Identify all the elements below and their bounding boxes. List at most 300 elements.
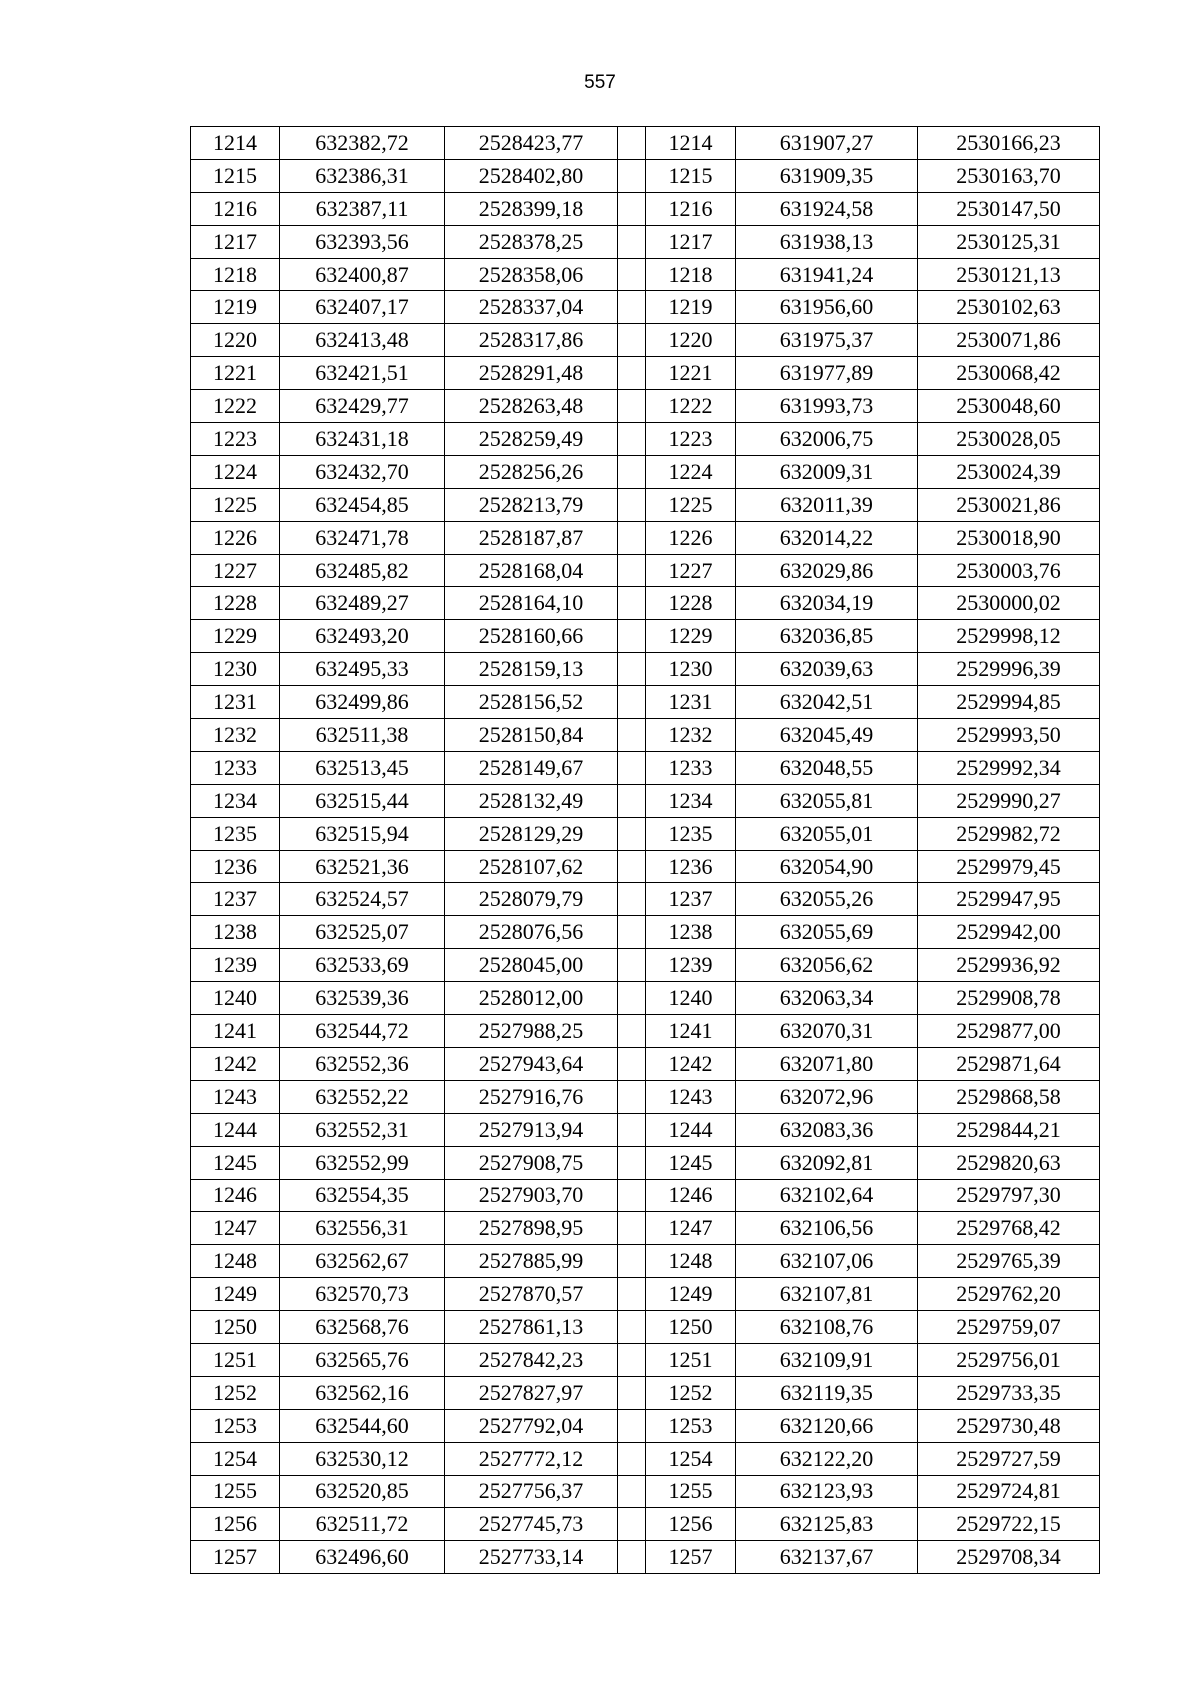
spacer-cell-cell [618, 258, 646, 291]
spacer-cell-cell [618, 488, 646, 521]
y-coordinate-cell: 2528423,77 [445, 127, 618, 160]
table-row [191, 1376, 1100, 1409]
point-number-cell: 1230 [191, 653, 280, 686]
x-coordinate-cell: 632552,22 [280, 1080, 445, 1113]
x-coordinate-cell: 632511,38 [280, 719, 445, 752]
spacer-cell-cell [618, 1442, 646, 1475]
x-coordinate-cell: 632520,85 [280, 1475, 445, 1508]
x-coordinate-cell: 632092,81 [736, 1146, 918, 1179]
spacer-cell-cell [618, 1179, 646, 1212]
x-coordinate-cell: 632485,82 [280, 554, 445, 587]
point-number-cell: 1242 [191, 1047, 280, 1080]
x-coordinate-cell: 632511,72 [280, 1508, 445, 1541]
table-row [191, 751, 1100, 784]
table-row [191, 291, 1100, 324]
point-number-cell: 1254 [191, 1442, 280, 1475]
y-coordinate-cell: 2529979,45 [918, 850, 1100, 883]
y-coordinate-cell: 2530000,02 [918, 587, 1100, 620]
table-row [191, 225, 1100, 258]
point-number-cell: 1238 [191, 916, 280, 949]
y-coordinate-cell: 2528076,56 [445, 916, 618, 949]
spacer-cell-cell [618, 620, 646, 653]
point-number-cell: 1249 [646, 1278, 736, 1311]
x-coordinate-cell: 631924,58 [736, 192, 918, 225]
point-number-cell: 1257 [646, 1541, 736, 1574]
y-coordinate-cell: 2529722,15 [918, 1508, 1100, 1541]
table-row [191, 127, 1100, 160]
y-coordinate-cell: 2528291,48 [445, 357, 618, 390]
x-coordinate-cell: 632083,36 [736, 1113, 918, 1146]
y-coordinate-cell: 2530024,39 [918, 455, 1100, 488]
point-number-cell: 1247 [191, 1212, 280, 1245]
y-coordinate-cell: 2529730,48 [918, 1409, 1100, 1442]
x-coordinate-cell: 632072,96 [736, 1080, 918, 1113]
point-number-cell: 1236 [646, 850, 736, 883]
point-number-cell: 1256 [646, 1508, 736, 1541]
spacer-cell-cell [618, 883, 646, 916]
x-coordinate-cell: 632524,57 [280, 883, 445, 916]
x-coordinate-cell: 632568,76 [280, 1311, 445, 1344]
spacer-cell-cell [618, 653, 646, 686]
point-number-cell: 1234 [191, 784, 280, 817]
x-coordinate-cell: 632493,20 [280, 620, 445, 653]
x-coordinate-cell: 632063,34 [736, 982, 918, 1015]
x-coordinate-cell: 631956,60 [736, 291, 918, 324]
point-number-cell: 1243 [191, 1080, 280, 1113]
spacer-cell-cell [618, 719, 646, 752]
spacer-cell-cell [618, 1376, 646, 1409]
x-coordinate-cell: 632496,60 [280, 1541, 445, 1574]
y-coordinate-cell: 2527898,95 [445, 1212, 618, 1245]
y-coordinate-cell: 2529908,78 [918, 982, 1100, 1015]
spacer-cell-cell [618, 357, 646, 390]
spacer-cell-cell [618, 850, 646, 883]
point-number-cell: 1216 [646, 192, 736, 225]
point-number-cell: 1235 [646, 817, 736, 850]
table-row [191, 1541, 1100, 1574]
x-coordinate-cell: 631941,24 [736, 258, 918, 291]
spacer-cell-cell [618, 817, 646, 850]
y-coordinate-cell: 2529765,39 [918, 1245, 1100, 1278]
y-coordinate-cell: 2527827,97 [445, 1376, 618, 1409]
spacer-cell-cell [618, 127, 646, 160]
y-coordinate-cell: 2528045,00 [445, 949, 618, 982]
spacer-cell-cell [618, 949, 646, 982]
y-coordinate-cell: 2528156,52 [445, 686, 618, 719]
spacer-cell-cell [618, 291, 646, 324]
y-coordinate-cell: 2527842,23 [445, 1343, 618, 1376]
x-coordinate-cell: 632499,86 [280, 686, 445, 719]
y-coordinate-cell: 2530163,70 [918, 159, 1100, 192]
y-coordinate-cell: 2529942,00 [918, 916, 1100, 949]
table-row [191, 817, 1100, 850]
table-row [191, 423, 1100, 456]
table-row [191, 1278, 1100, 1311]
table-row [191, 324, 1100, 357]
y-coordinate-cell: 2528012,00 [445, 982, 618, 1015]
table-row [191, 982, 1100, 1015]
x-coordinate-cell: 632556,31 [280, 1212, 445, 1245]
y-coordinate-cell: 2528259,49 [445, 423, 618, 456]
y-coordinate-cell: 2529768,42 [918, 1212, 1100, 1245]
point-number-cell: 1240 [191, 982, 280, 1015]
y-coordinate-cell: 2528378,25 [445, 225, 618, 258]
x-coordinate-cell: 631907,27 [736, 127, 918, 160]
point-number-cell: 1257 [191, 1541, 280, 1574]
spacer-cell-cell [618, 423, 646, 456]
point-number-cell: 1224 [646, 455, 736, 488]
x-coordinate-cell: 632056,62 [736, 949, 918, 982]
x-coordinate-cell: 632544,72 [280, 1015, 445, 1048]
x-coordinate-cell: 632429,77 [280, 390, 445, 423]
x-coordinate-cell: 632011,39 [736, 488, 918, 521]
table-row [191, 258, 1100, 291]
spacer-cell-cell [618, 1212, 646, 1245]
x-coordinate-cell: 632544,60 [280, 1409, 445, 1442]
x-coordinate-cell: 632382,72 [280, 127, 445, 160]
x-coordinate-cell: 632137,67 [736, 1541, 918, 1574]
table-row [191, 1015, 1100, 1048]
page-number: 557 [584, 72, 616, 93]
y-coordinate-cell: 2529820,63 [918, 1146, 1100, 1179]
y-coordinate-cell: 2528149,67 [445, 751, 618, 784]
x-coordinate-cell: 632036,85 [736, 620, 918, 653]
y-coordinate-cell: 2529708,34 [918, 1541, 1100, 1574]
y-coordinate-cell: 2529994,85 [918, 686, 1100, 719]
y-coordinate-cell: 2529993,50 [918, 719, 1100, 752]
table-row [191, 357, 1100, 390]
y-coordinate-cell: 2529727,59 [918, 1442, 1100, 1475]
y-coordinate-cell: 2530003,76 [918, 554, 1100, 587]
y-coordinate-cell: 2530147,50 [918, 192, 1100, 225]
point-number-cell: 1214 [191, 127, 280, 160]
spacer-cell-cell [618, 751, 646, 784]
table-row [191, 1311, 1100, 1344]
spacer-cell-cell [618, 916, 646, 949]
x-coordinate-cell: 632530,12 [280, 1442, 445, 1475]
table-row [191, 1475, 1100, 1508]
x-coordinate-cell: 632122,20 [736, 1442, 918, 1475]
point-number-cell: 1232 [646, 719, 736, 752]
point-number-cell: 1229 [646, 620, 736, 653]
point-number-cell: 1221 [646, 357, 736, 390]
spacer-cell-cell [618, 1409, 646, 1442]
table-row [191, 1179, 1100, 1212]
point-number-cell: 1229 [191, 620, 280, 653]
y-coordinate-cell: 2527913,94 [445, 1113, 618, 1146]
x-coordinate-cell: 632106,56 [736, 1212, 918, 1245]
spacer-cell-cell [618, 554, 646, 587]
spacer-cell-cell [618, 1080, 646, 1113]
y-coordinate-cell: 2529996,39 [918, 653, 1100, 686]
y-coordinate-cell: 2527916,76 [445, 1080, 618, 1113]
spacer-cell-cell [618, 1146, 646, 1179]
y-coordinate-cell: 2528159,13 [445, 653, 618, 686]
point-number-cell: 1245 [191, 1146, 280, 1179]
x-coordinate-cell: 632513,45 [280, 751, 445, 784]
x-coordinate-cell: 632539,36 [280, 982, 445, 1015]
point-number-cell: 1240 [646, 982, 736, 1015]
point-number-cell: 1246 [191, 1179, 280, 1212]
y-coordinate-cell: 2529992,34 [918, 751, 1100, 784]
point-number-cell: 1243 [646, 1080, 736, 1113]
y-coordinate-cell: 2527908,75 [445, 1146, 618, 1179]
point-number-cell: 1237 [191, 883, 280, 916]
point-number-cell: 1220 [646, 324, 736, 357]
point-number-cell: 1237 [646, 883, 736, 916]
spacer-cell-cell [618, 1508, 646, 1541]
table-row [191, 455, 1100, 488]
x-coordinate-cell: 632515,94 [280, 817, 445, 850]
y-coordinate-cell: 2528187,87 [445, 521, 618, 554]
x-coordinate-cell: 632471,78 [280, 521, 445, 554]
spacer-cell-cell [618, 1245, 646, 1278]
spacer-cell-cell [618, 587, 646, 620]
point-number-cell: 1252 [646, 1376, 736, 1409]
x-coordinate-cell: 632565,76 [280, 1343, 445, 1376]
point-number-cell: 1241 [191, 1015, 280, 1048]
table-row [191, 488, 1100, 521]
point-number-cell: 1220 [191, 324, 280, 357]
point-number-cell: 1253 [646, 1409, 736, 1442]
spacer-cell-cell [618, 784, 646, 817]
point-number-cell: 1244 [646, 1113, 736, 1146]
point-number-cell: 1215 [646, 159, 736, 192]
point-number-cell: 1224 [191, 455, 280, 488]
x-coordinate-cell: 632562,16 [280, 1376, 445, 1409]
y-coordinate-cell: 2527870,57 [445, 1278, 618, 1311]
x-coordinate-cell: 632387,11 [280, 192, 445, 225]
y-coordinate-cell: 2527733,14 [445, 1541, 618, 1574]
spacer-cell-cell [618, 686, 646, 719]
table-row [191, 521, 1100, 554]
y-coordinate-cell: 2528079,79 [445, 883, 618, 916]
y-coordinate-cell: 2529733,35 [918, 1376, 1100, 1409]
point-number-cell: 1223 [646, 423, 736, 456]
y-coordinate-cell: 2529868,58 [918, 1080, 1100, 1113]
y-coordinate-cell: 2528402,80 [445, 159, 618, 192]
spacer-cell-cell [618, 521, 646, 554]
x-coordinate-cell: 632034,19 [736, 587, 918, 620]
x-coordinate-cell: 632107,06 [736, 1245, 918, 1278]
point-number-cell: 1231 [191, 686, 280, 719]
y-coordinate-cell: 2529762,20 [918, 1278, 1100, 1311]
x-coordinate-cell: 632393,56 [280, 225, 445, 258]
point-number-cell: 1250 [646, 1311, 736, 1344]
x-coordinate-cell: 632070,31 [736, 1015, 918, 1048]
point-number-cell: 1222 [646, 390, 736, 423]
y-coordinate-cell: 2530048,60 [918, 390, 1100, 423]
y-coordinate-cell: 2527772,12 [445, 1442, 618, 1475]
x-coordinate-cell: 632400,87 [280, 258, 445, 291]
x-coordinate-cell: 632014,22 [736, 521, 918, 554]
x-coordinate-cell: 632533,69 [280, 949, 445, 982]
y-coordinate-cell: 2528168,04 [445, 554, 618, 587]
point-number-cell: 1221 [191, 357, 280, 390]
point-number-cell: 1227 [191, 554, 280, 587]
y-coordinate-cell: 2528107,62 [445, 850, 618, 883]
table-row [191, 784, 1100, 817]
point-number-cell: 1236 [191, 850, 280, 883]
table-row [191, 686, 1100, 719]
point-number-cell: 1255 [646, 1475, 736, 1508]
y-coordinate-cell: 2527885,99 [445, 1245, 618, 1278]
point-number-cell: 1233 [191, 751, 280, 784]
x-coordinate-cell: 631975,37 [736, 324, 918, 357]
x-coordinate-cell: 632421,51 [280, 357, 445, 390]
point-number-cell: 1253 [191, 1409, 280, 1442]
y-coordinate-cell: 2528129,29 [445, 817, 618, 850]
point-number-cell: 1226 [646, 521, 736, 554]
y-coordinate-cell: 2529990,27 [918, 784, 1100, 817]
x-coordinate-cell: 631938,13 [736, 225, 918, 258]
x-coordinate-cell: 632552,99 [280, 1146, 445, 1179]
point-number-cell: 1254 [646, 1442, 736, 1475]
table-row [191, 192, 1100, 225]
y-coordinate-cell: 2529947,95 [918, 883, 1100, 916]
x-coordinate-cell: 632102,64 [736, 1179, 918, 1212]
point-number-cell: 1242 [646, 1047, 736, 1080]
x-coordinate-cell: 632431,18 [280, 423, 445, 456]
coordinates-table-body [191, 127, 1100, 1574]
y-coordinate-cell: 2527745,73 [445, 1508, 618, 1541]
x-coordinate-cell: 632055,69 [736, 916, 918, 949]
table-row [191, 916, 1100, 949]
point-number-cell: 1217 [191, 225, 280, 258]
y-coordinate-cell: 2529724,81 [918, 1475, 1100, 1508]
spacer-cell-cell [618, 159, 646, 192]
point-number-cell: 1218 [191, 258, 280, 291]
y-coordinate-cell: 2530071,86 [918, 324, 1100, 357]
y-coordinate-cell: 2529797,30 [918, 1179, 1100, 1212]
table-row [191, 1113, 1100, 1146]
point-number-cell: 1228 [646, 587, 736, 620]
point-number-cell: 1232 [191, 719, 280, 752]
point-number-cell: 1250 [191, 1311, 280, 1344]
point-number-cell: 1223 [191, 423, 280, 456]
x-coordinate-cell: 632071,80 [736, 1047, 918, 1080]
table-row [191, 1409, 1100, 1442]
table-row [191, 1080, 1100, 1113]
point-number-cell: 1217 [646, 225, 736, 258]
table-row [191, 653, 1100, 686]
table-row [191, 390, 1100, 423]
point-number-cell: 1251 [646, 1343, 736, 1376]
y-coordinate-cell: 2529982,72 [918, 817, 1100, 850]
spacer-cell-cell [618, 1343, 646, 1376]
point-number-cell: 1252 [191, 1376, 280, 1409]
x-coordinate-cell: 632054,90 [736, 850, 918, 883]
point-number-cell: 1256 [191, 1508, 280, 1541]
point-number-cell: 1222 [191, 390, 280, 423]
y-coordinate-cell: 2530102,63 [918, 291, 1100, 324]
spacer-cell-cell [618, 225, 646, 258]
point-number-cell: 1255 [191, 1475, 280, 1508]
y-coordinate-cell: 2529936,92 [918, 949, 1100, 982]
y-coordinate-cell: 2527792,04 [445, 1409, 618, 1442]
x-coordinate-cell: 632109,91 [736, 1343, 918, 1376]
y-coordinate-cell: 2528317,86 [445, 324, 618, 357]
point-number-cell: 1218 [646, 258, 736, 291]
y-coordinate-cell: 2529998,12 [918, 620, 1100, 653]
x-coordinate-cell: 632432,70 [280, 455, 445, 488]
y-coordinate-cell: 2528399,18 [445, 192, 618, 225]
point-number-cell: 1239 [646, 949, 736, 982]
y-coordinate-cell: 2527756,37 [445, 1475, 618, 1508]
spacer-cell-cell [618, 1113, 646, 1146]
x-coordinate-cell: 631993,73 [736, 390, 918, 423]
y-coordinate-cell: 2530121,13 [918, 258, 1100, 291]
spacer-cell-cell [618, 982, 646, 1015]
y-coordinate-cell: 2528263,48 [445, 390, 618, 423]
y-coordinate-cell: 2530028,05 [918, 423, 1100, 456]
point-number-cell: 1246 [646, 1179, 736, 1212]
point-number-cell: 1248 [191, 1245, 280, 1278]
y-coordinate-cell: 2528164,10 [445, 587, 618, 620]
y-coordinate-cell: 2529759,07 [918, 1311, 1100, 1344]
x-coordinate-cell: 632552,36 [280, 1047, 445, 1080]
y-coordinate-cell: 2530125,31 [918, 225, 1100, 258]
table-row [191, 620, 1100, 653]
spacer-cell-cell [618, 1047, 646, 1080]
x-coordinate-cell: 632515,44 [280, 784, 445, 817]
point-number-cell: 1234 [646, 784, 736, 817]
table-row [191, 1212, 1100, 1245]
y-coordinate-cell: 2530018,90 [918, 521, 1100, 554]
x-coordinate-cell: 632554,35 [280, 1179, 445, 1212]
y-coordinate-cell: 2528256,26 [445, 455, 618, 488]
table-row [191, 1047, 1100, 1080]
x-coordinate-cell: 632386,31 [280, 159, 445, 192]
point-number-cell: 1219 [191, 291, 280, 324]
x-coordinate-cell: 632570,73 [280, 1278, 445, 1311]
y-coordinate-cell: 2527943,64 [445, 1047, 618, 1080]
point-number-cell: 1233 [646, 751, 736, 784]
x-coordinate-cell: 632045,49 [736, 719, 918, 752]
point-number-cell: 1251 [191, 1343, 280, 1376]
table-row [191, 587, 1100, 620]
point-number-cell: 1219 [646, 291, 736, 324]
table-row [191, 1508, 1100, 1541]
point-number-cell: 1238 [646, 916, 736, 949]
y-coordinate-cell: 2528160,66 [445, 620, 618, 653]
spacer-cell-cell [618, 1278, 646, 1311]
point-number-cell: 1231 [646, 686, 736, 719]
point-number-cell: 1228 [191, 587, 280, 620]
x-coordinate-cell: 632495,33 [280, 653, 445, 686]
x-coordinate-cell: 632489,27 [280, 587, 445, 620]
point-number-cell: 1215 [191, 159, 280, 192]
point-number-cell: 1245 [646, 1146, 736, 1179]
spacer-cell-cell [618, 192, 646, 225]
x-coordinate-cell: 632413,48 [280, 324, 445, 357]
point-number-cell: 1225 [191, 488, 280, 521]
x-coordinate-cell: 632042,51 [736, 686, 918, 719]
y-coordinate-cell: 2529844,21 [918, 1113, 1100, 1146]
point-number-cell: 1247 [646, 1212, 736, 1245]
x-coordinate-cell: 632009,31 [736, 455, 918, 488]
x-coordinate-cell: 632125,83 [736, 1508, 918, 1541]
y-coordinate-cell: 2530068,42 [918, 357, 1100, 390]
x-coordinate-cell: 632552,31 [280, 1113, 445, 1146]
x-coordinate-cell: 632562,67 [280, 1245, 445, 1278]
x-coordinate-cell: 632055,81 [736, 784, 918, 817]
table-row [191, 1343, 1100, 1376]
x-coordinate-cell: 632521,36 [280, 850, 445, 883]
point-number-cell: 1214 [646, 127, 736, 160]
y-coordinate-cell: 2527903,70 [445, 1179, 618, 1212]
spacer-cell-cell [618, 1475, 646, 1508]
